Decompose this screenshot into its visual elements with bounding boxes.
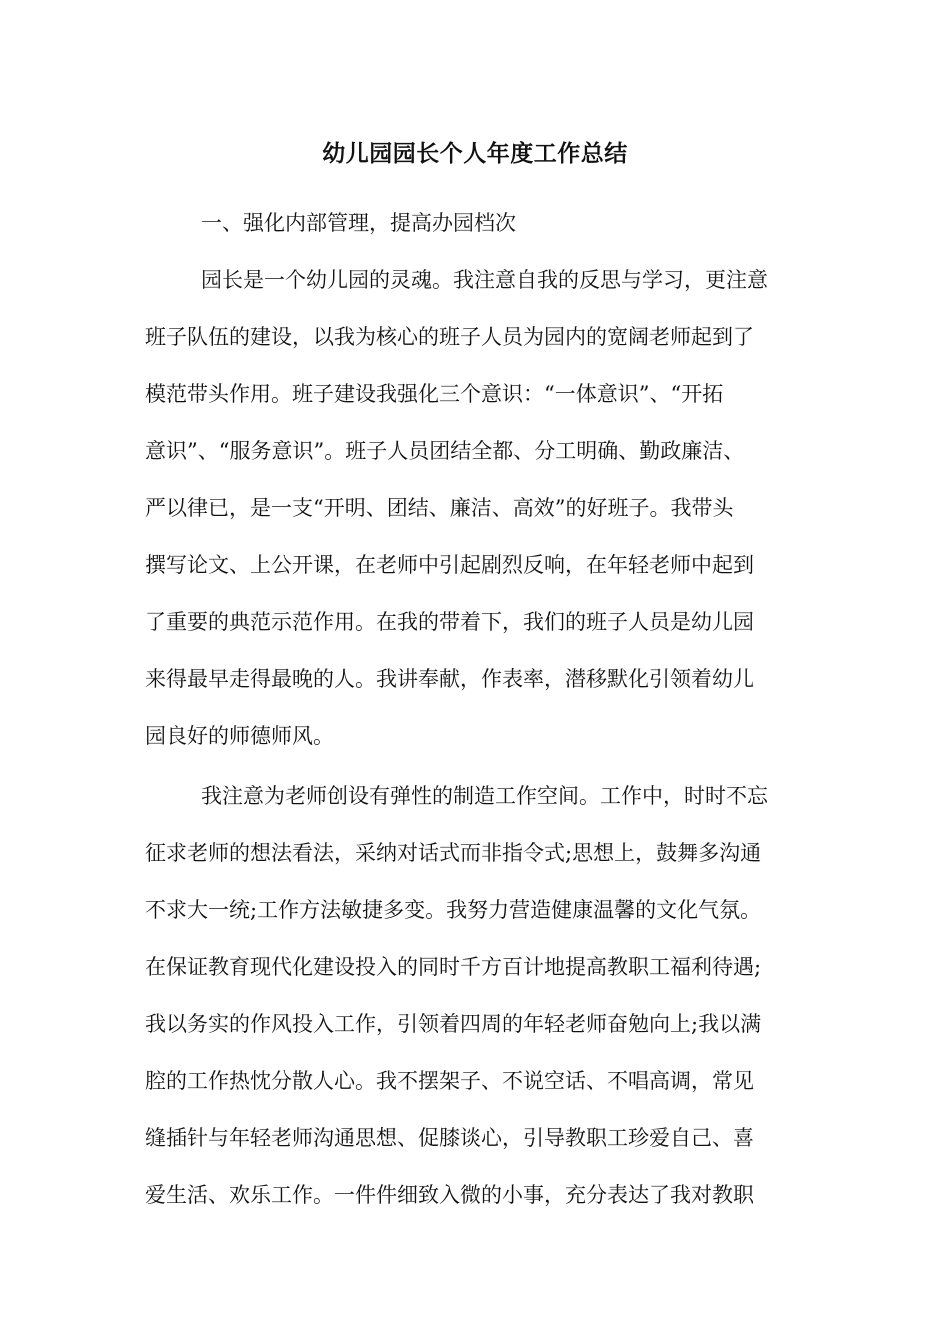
paragraph-line: 园良好的师德师风。 <box>145 724 334 748</box>
paragraph-line: 不求大一统;工作方法敏捷多变。我努力营造健康温馨的文化气氛。 <box>145 898 762 922</box>
paragraph-line: 在保证教育现代化建设投入的同时千方百计地提高教职工福利待遇; <box>145 955 762 979</box>
paragraph-line: 我以务实的作风投入工作，引领着四周的年轻老师奋勉向上;我以满 <box>145 1012 762 1036</box>
document-title: 幼儿园园长个人年度工作总结 <box>322 140 628 167</box>
paragraph-line: 来得最早走得最晚的人。我讲奉献，作表率，潜移默化引领着幼儿 <box>145 667 754 691</box>
paragraph-line: 班子队伍的建设，以我为核心的班子人员为园内的宽阔老师起到了 <box>145 325 754 349</box>
paragraph-line: 严以律已，是一支“开明、团结、廉洁、高效”的好班子。我带头 <box>145 496 734 520</box>
paragraph-line: 缝插针与年轻老师沟通思想、促膝谈心，引导教职工珍爱自己、喜 <box>145 1126 754 1150</box>
paragraph-line: 模范带头作用。班子建设我强化三个意识：“一体意识”、“开拓 <box>145 382 724 406</box>
paragraph-line: 爱生活、欢乐工作。一件件细致入微的小事，充分表达了我对教职 <box>145 1183 754 1207</box>
paragraph-line: 征求老师的想法看法，采纳对话式而非指令式;思想上，鼓舞多沟通 <box>145 841 762 865</box>
paragraph-line: 了重要的典范示范作用。在我的带着下，我们的班子人员是幼儿园 <box>145 610 754 634</box>
section-heading: 一、强化内部管理，提高办园档次 <box>201 211 516 235</box>
paragraph-line: 腔的工作热忱分散人心。我不摆架子、不说空话、不唱高调，常见 <box>145 1069 754 1093</box>
paragraph-line: 撰写论文、上公开课，在老师中引起剧烈反响，在年轻老师中起到 <box>145 553 754 577</box>
paragraph-line: 意识”、“服务意识”。班子人员团结全都、分工明确、勤政廉洁、 <box>145 439 745 463</box>
paragraph-line: 园长是一个幼儿园的灵魂。我注意自我的反思与学习，更注意 <box>201 268 768 292</box>
paragraph-line: 我注意为老师创设有弹性的制造工作空间。工作中，时时不忘 <box>201 784 768 808</box>
